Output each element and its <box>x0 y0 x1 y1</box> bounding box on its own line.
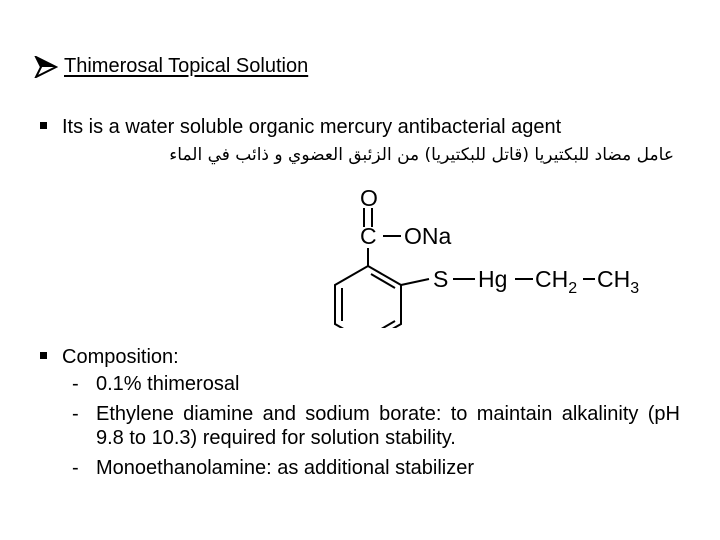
arabic-description: عامل مضاد للبكتيريا (قاتل للبكتيريا) من الزئبق العضوي و ذائب في الماء <box>169 145 674 165</box>
atom-ona: ONa <box>404 223 452 249</box>
aromatic-bond-3 <box>371 321 395 328</box>
atom-ch2 <box>535 266 577 297</box>
aromatic-bond-1 <box>371 274 395 288</box>
composition-item-text: Monoethanolamine: as additional stabilizer <box>96 457 475 479</box>
benzene-ring <box>335 266 401 328</box>
bullet-composition <box>40 345 179 369</box>
atom-ch2-subscript: 2 <box>568 280 578 297</box>
atom-c: C <box>360 223 377 249</box>
arrowhead-bullet-icon <box>34 56 58 78</box>
atom-s: S <box>433 266 449 292</box>
composition-item-text: Ethylene diamine and sodium borate: to maintain alkalinity (pH 9.8 to 10.3) required for solution stability. <box>96 403 680 449</box>
atom-ch3-letters: CH <box>597 266 631 292</box>
heading-row <box>34 55 308 78</box>
composition-item <box>72 456 680 480</box>
composition-heading: Composition: <box>62 346 179 368</box>
composition-item <box>72 402 680 450</box>
atom-ch3-subscript: 3 <box>630 280 640 297</box>
ring-s-bond <box>401 279 429 285</box>
atom-ch2-letters: CH <box>535 266 569 292</box>
square-bullet-icon <box>40 352 47 359</box>
dash-bullet: - <box>72 373 79 395</box>
bullet-description <box>40 115 561 139</box>
thimerosal-structure-diagram <box>325 178 655 328</box>
atom-o: O <box>360 185 378 211</box>
composition-item-text: 0.1% thimerosal <box>96 373 240 395</box>
square-bullet-icon <box>40 122 47 129</box>
dash-bullet: - <box>72 403 79 425</box>
atom-ch3 <box>597 266 639 297</box>
composition-item <box>72 372 680 396</box>
dash-bullet: - <box>72 457 79 479</box>
description-text: Its is a water soluble organic mercury antibacterial agent <box>62 116 562 138</box>
atom-hg: Hg <box>478 266 508 292</box>
slide-heading: Thimerosal Topical Solution <box>64 55 309 77</box>
